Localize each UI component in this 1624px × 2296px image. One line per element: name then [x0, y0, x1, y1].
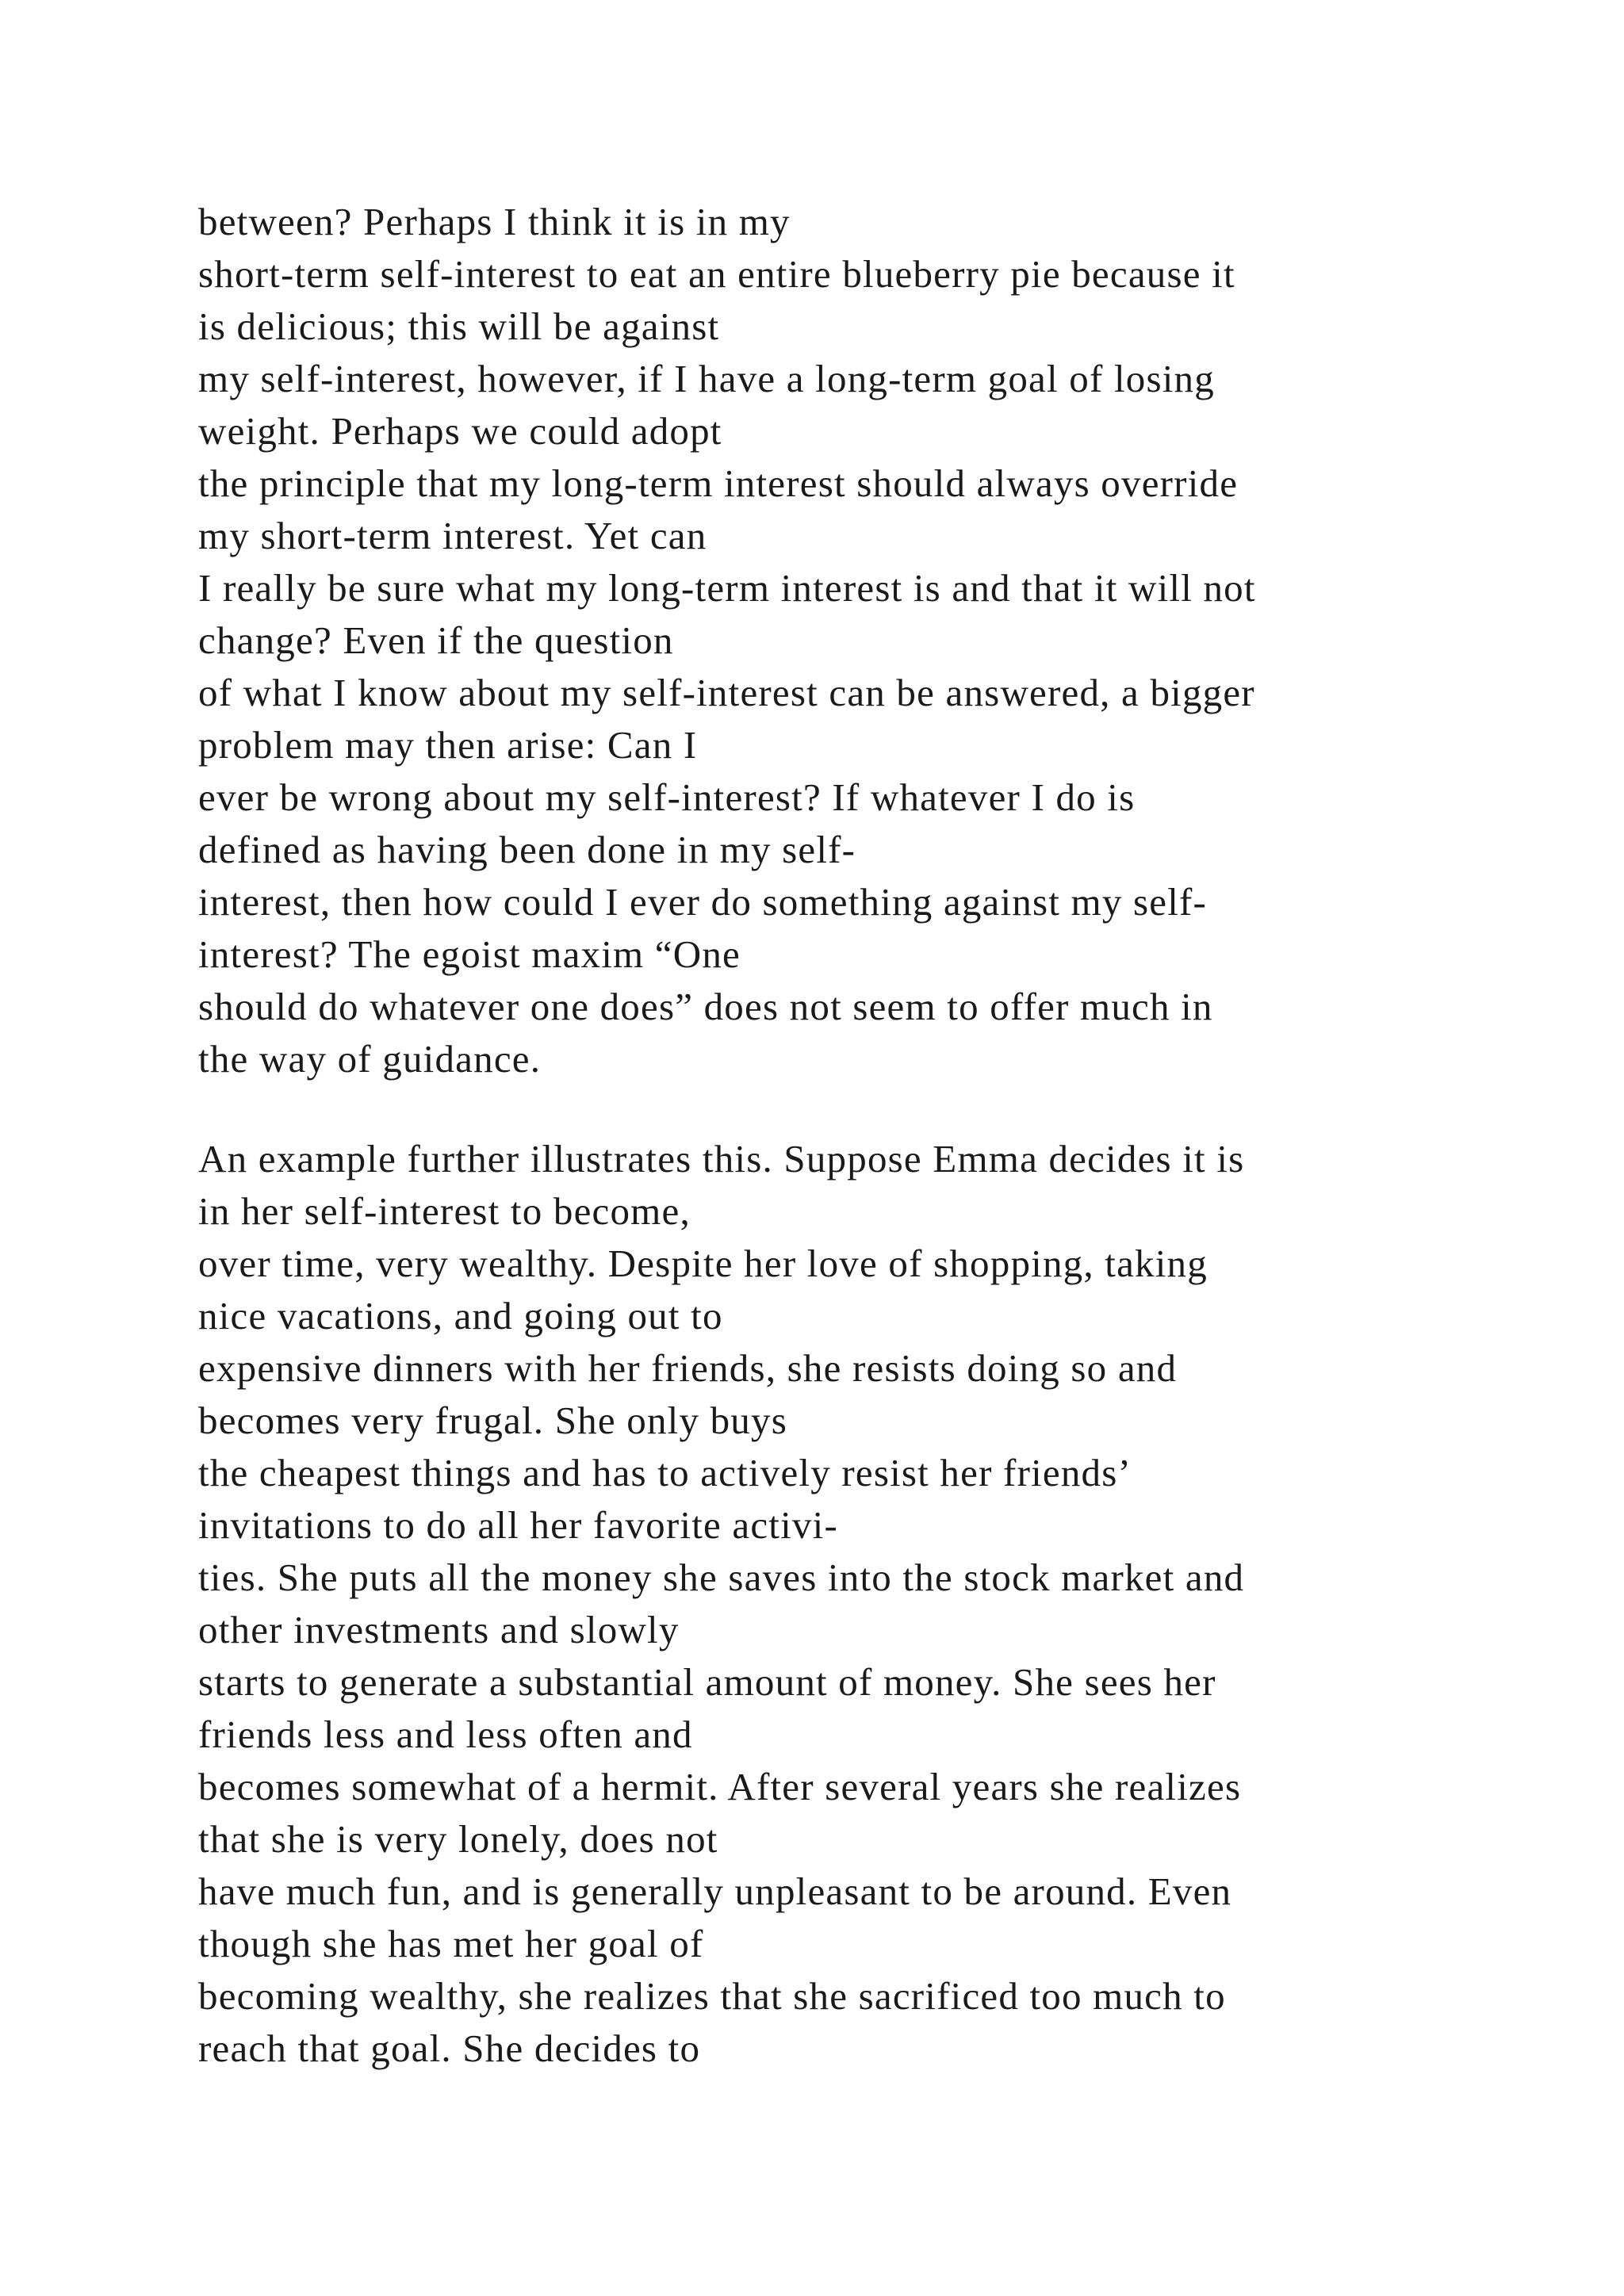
paragraph-2: [198, 1133, 1546, 2075]
text-line: my self-interest, however, if I have a long-term goal of losing: [198, 357, 1215, 400]
text-line: weight. Perhaps we could adopt: [198, 409, 722, 453]
text-line: other investments and slowly: [198, 1608, 680, 1651]
text-line: reach that goal. She decides to: [198, 2026, 701, 2070]
text-line: problem may then arise: Can I: [198, 723, 698, 767]
text-line: ever be wrong about my self-interest? If whatever I do is: [198, 775, 1136, 819]
text-line: friends less and less often and: [198, 1712, 693, 1756]
text-line: of what I know about my self-interest can be answered, a bigger: [198, 671, 1255, 714]
text-line: becoming wealthy, she realizes that she sacrificed too much to: [198, 1974, 1226, 2018]
text-line: though she has met her goal of: [198, 1922, 704, 1965]
text-line: becomes very frugal. She only buys: [198, 1399, 787, 1442]
text-line: invitations to do all her favorite activi-: [198, 1503, 838, 1547]
text-line: starts to generate a substantial amount of money. She sees her: [198, 1660, 1216, 1704]
text-line: the principle that my long-term interest should always override: [198, 461, 1239, 505]
text-line: An example further illustrates this. Suppose Emma decides it is: [198, 1137, 1245, 1181]
text-line: expensive dinners with her friends, she resists doing so and: [198, 1346, 1178, 1390]
text-line: have much fun, and is generally unpleasant to be around. Even: [198, 1869, 1232, 1913]
text-line: short-term self-interest to eat an entire blueberry pie because it: [198, 252, 1235, 296]
text-line: the cheapest things and has to actively resist her friends’: [198, 1451, 1132, 1494]
text-line: between? Perhaps I think it is in my: [198, 200, 791, 243]
text-line: in her self-interest to become,: [198, 1189, 691, 1233]
text-line: ties. She puts all the money she saves into the stock market and: [198, 1556, 1245, 1599]
text-line: becomes somewhat of a hermit. After several years she realizes: [198, 1765, 1242, 1808]
paragraph-1: [198, 196, 1546, 1085]
text-line: I really be sure what my long-term interest is and that it will not: [198, 566, 1256, 610]
text-line: the way of guidance.: [198, 1037, 542, 1081]
text-line: interest? The egoist maxim “One: [198, 932, 741, 976]
text-line: should do whatever one does” does not seem to offer much in: [198, 985, 1213, 1028]
text-line: that she is very lonely, does not: [198, 1817, 718, 1861]
text-line: over time, very wealthy. Despite her love of shopping, taking: [198, 1242, 1208, 1285]
text-line: change? Even if the question: [198, 618, 674, 662]
text-line: is delicious; this will be against: [198, 304, 720, 348]
text-line: nice vacations, and going out to: [198, 1294, 723, 1337]
text-line: my short-term interest. Yet can: [198, 514, 707, 557]
text-line: defined as having been done in my self-: [198, 828, 856, 871]
text-line: interest, then how could I ever do something against my self-: [198, 880, 1208, 924]
